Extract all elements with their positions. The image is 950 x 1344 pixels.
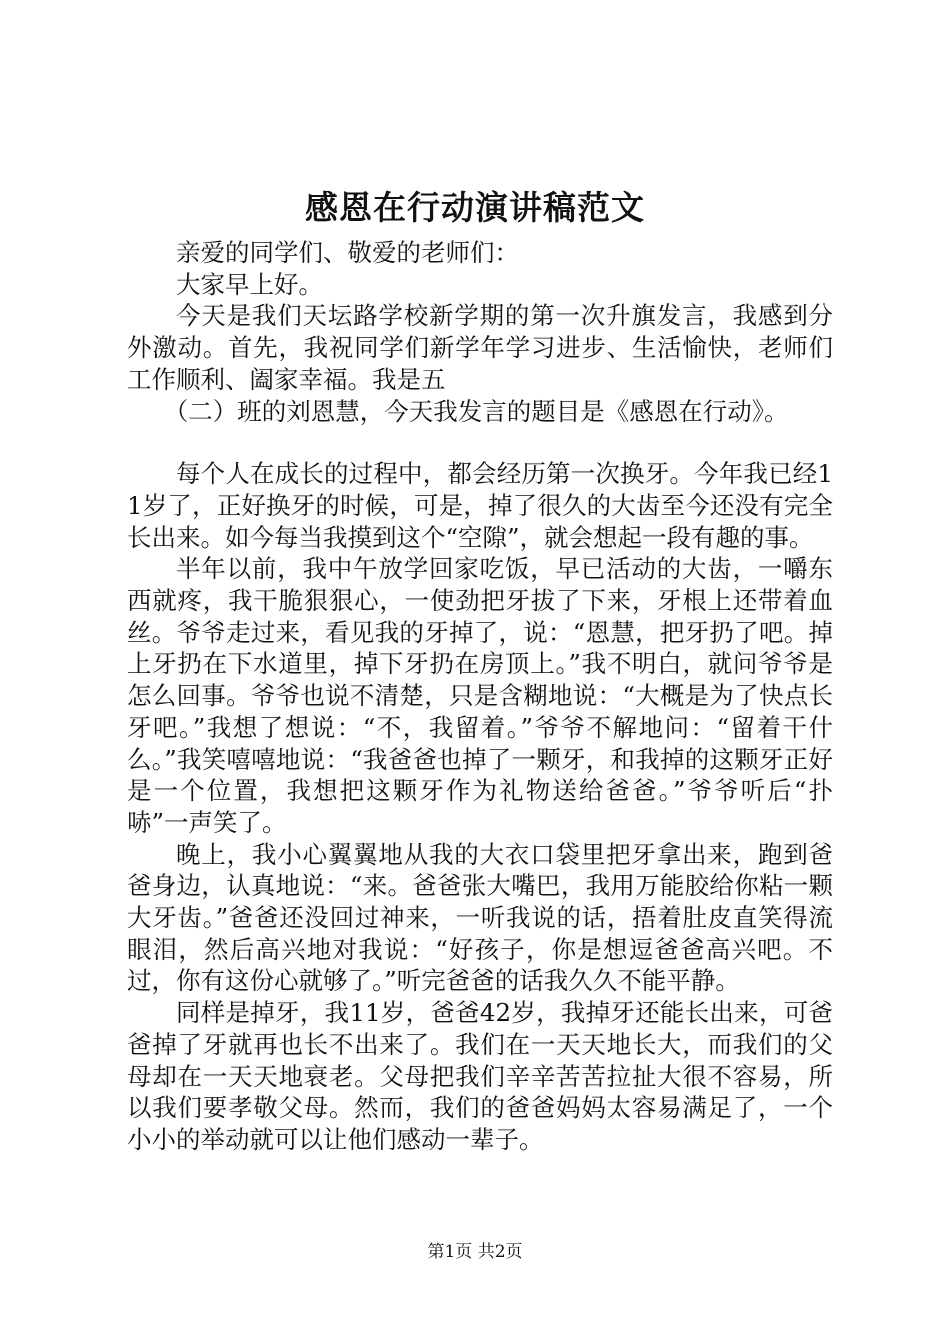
paragraph-intro: 今天是我们天坛路学校新学期的第一次升旗发言，我感到分外激动。首先，我祝同学们新学年学习进步、生活愉快，老师们工作顺利、阖家幸福。我是五 [127,301,833,394]
paragraph-grandpa: 半年以前，我中午放学回家吃饭，早已活动的大齿，一嚼东西就疼，我干脆狠狠心，一使劲把牙拔了下来，牙根上还带着血丝。爷爷走过来，看见我的牙掉了，说：“恩慧，把牙扔了吧。掉上牙扔在下水道里，掉下牙扔在房顶上。”我不明白，就问爷爷是怎么回事。爷爷也说不清楚，只是含糊地说：“大概是为了快点长牙吧。”我想了想说：“不，我留着。”爷爷不解地问：“留着干什么。”我笑嘻嘻地说：“我爸爸也掉了一颗牙，和我掉的这颗牙正好是一个位置，我想把这颗牙作为礼物送给爸爸。”爷爷听后“扑哧”一声笑了。 [127,554,833,837]
paragraph-greeting: 大家早上好。 [176,269,323,299]
paragraph-topic: （二）班的刘恩慧，今天我发言的题目是《感恩在行动》。 [163,396,789,426]
paragraph-reflection: 同样是掉牙，我11岁，爸爸42岁，我掉牙还能长出来，可爸爸掉了牙就再也长不出来了。我们在一天天地长大，而我们的父母却在一天天地衰老。父母把我们辛辛苦苦拉扯大很不容易，所以我们要孝敬父母。然而，我们的爸爸妈妈太容易满足了，一个小小的举动就可以让他们感动一辈子。 [127,998,833,1154]
document-title: 感恩在行动演讲稿范文 [305,188,645,227]
paragraph-salutation: 亲爱的同学们、敬爱的老师们： [176,238,519,267]
document-body [127,237,833,1156]
page-footer: 第1页 共2页 [427,1242,523,1262]
paragraph-tooth-story: 每个人在成长的过程中，都会经历第一次换牙。今年我已经11岁了，正好换牙的时候，可是，掉了很久的大齿至今还没有完全长出来。如今每当我摸到这个“空隙”，就会想起一段有趣的事。 [127,459,833,552]
paragraph-evening: 晚上，我小心翼翼地从我的大衣口袋里把牙拿出来，跑到爸爸身边，认真地说：“来。爸爸张大嘴巴，我用万能胶给你粘一颗大牙齿。”爸爸还没回过神来，一听我说的话，捂着肚皮直笑得流眼泪，然后高兴地对我说：“好孩子，你是想逗爸爸高兴吧。不过，你有这份心就够了。”听完爸爸的话我久久不能平静。 [127,839,833,996]
